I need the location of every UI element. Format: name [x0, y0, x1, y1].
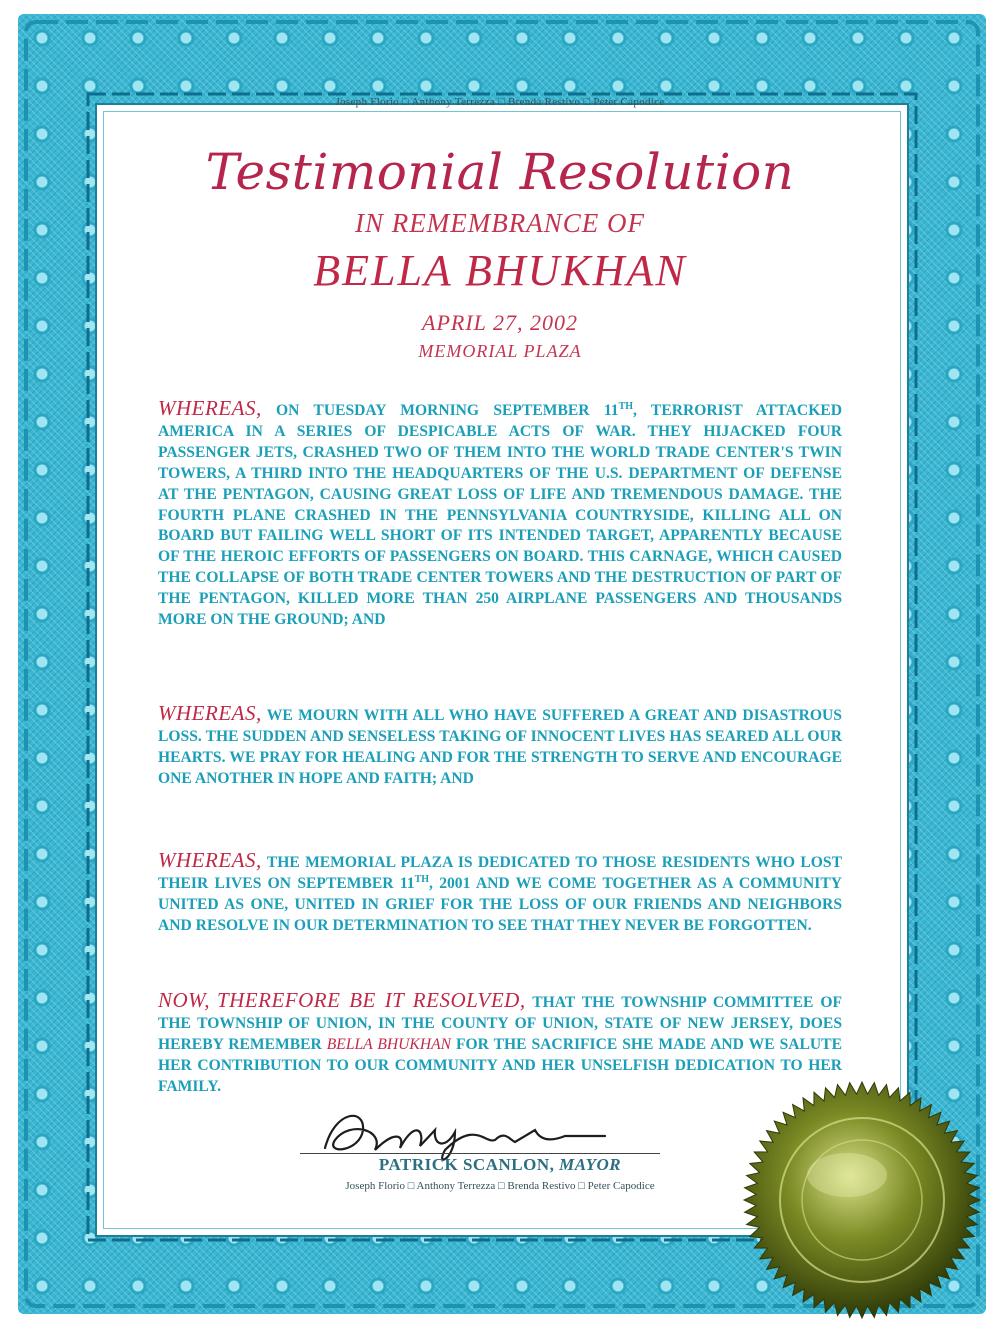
paragraph-lead: NOW,	[158, 988, 210, 1012]
paragraph-text-cont: FOR THE SACRIFICE SHE MADE AND WE SALUTE HER CONTRIBUTION TO OUR COMMUNITY AND HER UNSELFISH DEDICATION TO HER FAMILY.	[158, 1035, 842, 1095]
header-committee-names: Joseph Florio □ Anthony Terrezza □ Brenda Restivo □ Peter Capodice	[335, 96, 665, 108]
gold-seal	[742, 1080, 982, 1320]
document-title: Testimonial Resolution	[205, 143, 795, 201]
superscript: TH	[618, 400, 634, 412]
signature-line	[300, 1153, 660, 1154]
paragraph-text: WE MOURN WITH ALL WHO HAVE SUFFERED A GREAT AND DISASTROUS LOSS. THE SUDDEN AND SENSELESS TAKING OF INNOCENT LIVES HAS SEARED ALL OUR HEARTS. WE PRAY FOR HEALING AND FOR THE STRENGTH TO SERVE AND ENCOURAGE ONE ANOTHER IN HOPE AND FAITH; AND	[158, 707, 842, 787]
honoree-name: BELLA BHUKHAN	[313, 246, 687, 295]
resolved-paragraph	[158, 990, 842, 1098]
resolution-date: APRIL 27, 2002	[422, 310, 578, 335]
paragraph-text: ON TUESDAY MORNING SEPTEMBER 11	[276, 402, 619, 419]
paragraph-text-cont: , 2001 AND WE COME TOGETHER AS A COMMUNITY UNITED AS ONE, UNITED IN GRIEF FOR THE LOSS OF OUR FRIENDS AND NEIGHBORS AND RESOLVE IN OUR DETERMINATION TO SEE THAT THEY NEVER BE FORGOTTEN.	[158, 874, 842, 934]
resolution-place: MEMORIAL PLAZA	[418, 341, 582, 361]
mayor-name: PATRICK SCANLON,	[378, 1155, 555, 1174]
paragraph-lead: WHEREAS,	[158, 848, 262, 872]
paragraph-lead: WHEREAS,	[158, 396, 262, 420]
mayor-title: MAYOR	[559, 1155, 622, 1174]
whereas-paragraph-2	[158, 703, 842, 790]
paragraph-text: THAT THE TOWNSHIP COMMITTEE OF THE TOWNSHIP OF UNION, IN THE COUNTY OF UNION, STATE OF NEW JERSEY, DOES HEREBY REMEMBER	[158, 994, 842, 1053]
honoree-inline-name: BELLA BHUKHAN	[326, 1035, 452, 1053]
committee-names: Joseph Florio □ Anthony Terrezza □ Brenda Restivo □ Peter Capodice	[345, 1180, 655, 1192]
document-subtitle: IN REMEMBRANCE OF	[355, 208, 645, 238]
whereas-paragraph-1	[158, 398, 842, 631]
paragraph-lead-2: THEREFORE BE IT RESOLVED,	[216, 988, 526, 1012]
paragraph-text: THE MEMORIAL PLAZA IS DEDICATED TO THOSE RESIDENTS WHO LOST THEIR LIVES ON SEPTEMBER 11	[158, 854, 842, 892]
paragraph-lead: WHEREAS,	[158, 701, 262, 725]
superscript: TH	[414, 873, 430, 885]
paragraph-text-cont: , TERRORIST ATTACKED AMERICA IN A SERIES OF DESPICABLE ACTS OF WAR. THEY HIJACKED FOUR PASSENGER JETS, CRASHED TWO OF THEM INTO THE WORLD TRADE CENTER'S TWIN TOWERS, A THIRD INTO THE HEADQUARTERS OF THE U.S. DEPARTMENT OF DEFENSE AT THE PENTAGON, CAUSING GREAT LOSS OF LIFE AND TREMENDOUS DAMAGE. THE FOURTH PLANE CRASHED IN THE PENNSYLVANIA COUNTRYSIDE, KILLING ALL ON BOARD BUT FAILING WELL SHORT OF ITS INTENDED TARGET, APPARENTLY BECAUSE OF THE HEROIC EFFORTS OF PASSENGERS ON BOARD. THIS CARNAGE, WHICH CAUSED THE COLLAPSE OF BOTH TRADE CENTER TOWERS AND THE DESTRUCTION OF PART OF THE PENTAGON, KILLED MORE THAN 250 AIRPLANE PASSENGERS AND THOUSANDS MORE ON THE GROUND; AND	[158, 402, 842, 629]
whereas-paragraph-3	[158, 850, 842, 937]
